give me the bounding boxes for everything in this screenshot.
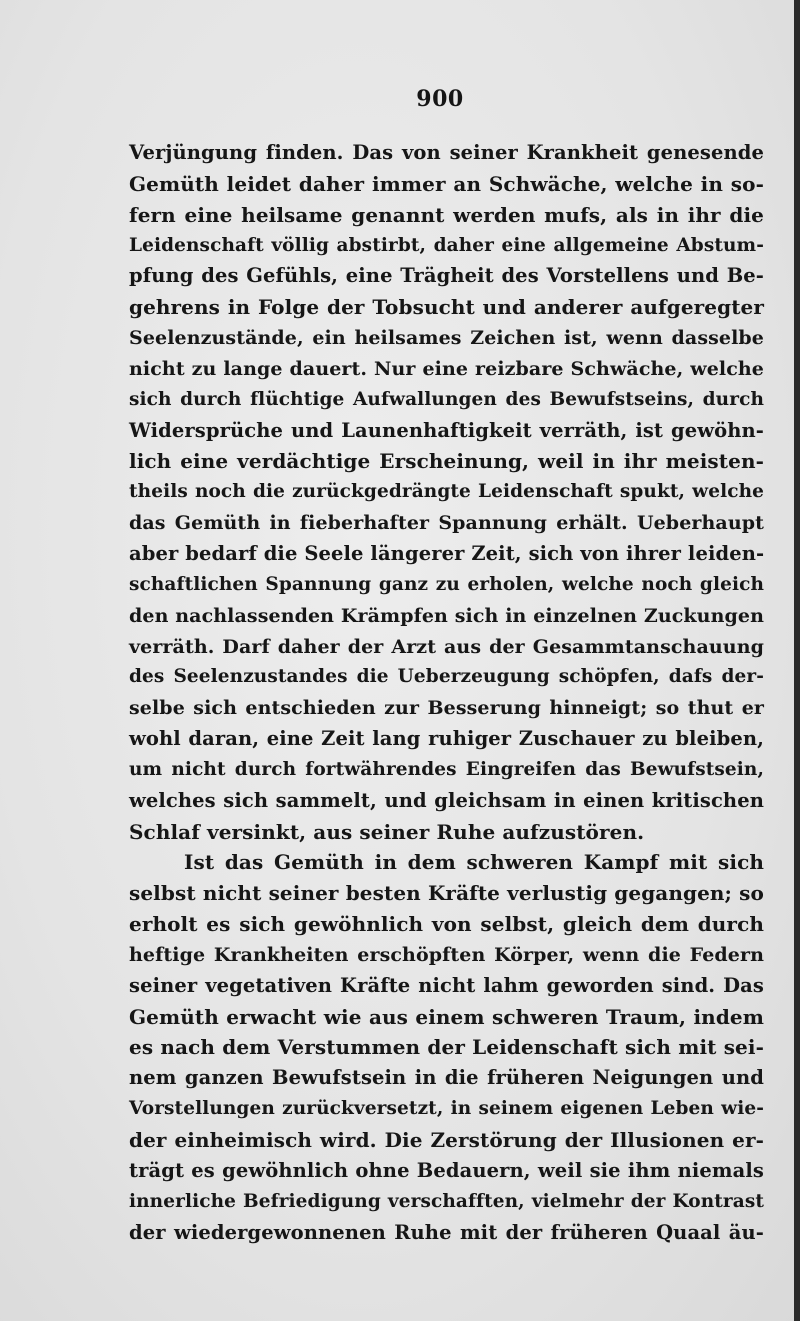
- page-edge-shadow: [794, 0, 800, 1321]
- text-line: erholt es sich gewöhnlich von selbst, gleich dem durch: [129, 912, 764, 937]
- text-line: Verjüngung finden. Das von seiner Krankheit genesende: [129, 141, 764, 164]
- text-line: sich durch flüchtige Aufwallungen des Bewufstseins, durch: [129, 388, 764, 410]
- text-line: selbst nicht seiner besten Kräfte verlustig gegangen; so: [129, 881, 764, 906]
- text-line: es nach dem Verstummen der Leidenschaft sich mit sei-: [129, 1035, 764, 1060]
- page-number: 900: [416, 86, 464, 112]
- text-line: pfung des Gefühls, eine Trägheit des Vorstellens und Be-: [129, 264, 764, 288]
- text-line: Gemüth leidet daher immer an Schwäche, welche in so-: [129, 171, 764, 196]
- text-line: theils noch die zurückgedrängte Leidenschaft spukt, welche: [129, 481, 764, 503]
- text-line: gehrens in Folge der Tobsucht und anderer aufgeregter: [129, 295, 764, 320]
- text-line: Leidenschaft völlig abstirbt, daher eine allgemeine Abstum-: [129, 234, 764, 256]
- text-line: nem ganzen Bewufstsein in die früheren Neigungen und: [129, 1066, 764, 1090]
- text-line: innerliche Befriedigung verschafften, vielmehr der Kontrast: [129, 1190, 764, 1212]
- text-line: selbe sich entschieden zur Besserung hinneigt; so thut er: [129, 697, 764, 720]
- text-line: das Gemüth in fieberhafter Spannung erhält. Ueberhaupt: [129, 512, 764, 535]
- text-line: Vorstellungen zurückversetzt, in seinem eigenen Leben wie-: [129, 1098, 764, 1120]
- text-line: seiner vegetativen Kräfte nicht lahm geworden sind. Das: [129, 973, 764, 997]
- text-line: Seelenzustände, ein heilsames Zeichen ist, wenn dasselbe: [129, 327, 764, 350]
- text-line: des Seelenzustandes die Ueberzeugung schöpfen, dafs der-: [129, 666, 764, 688]
- text-line: Widersprüche und Launenhaftigkeit verräth, ist gewöhn-: [129, 418, 764, 442]
- text-line: verräth. Darf daher der Arzt aus der Gesammtanschauung: [129, 635, 764, 658]
- text-line: den nachlassenden Krämpfen sich in einzelnen Zuckungen: [129, 604, 764, 627]
- text-line: welches sich sammelt, und gleichsam in einen kritischen: [129, 788, 764, 812]
- text-line: aber bedarf die Seele längerer Zeit, sich von ihrer leiden-: [129, 541, 765, 565]
- text-line: der einheimisch wird. Die Zerstörung der Illusionen er-: [129, 1128, 764, 1152]
- text-line: fern eine heilsame genannt werden mufs, als in ihr die: [129, 202, 764, 227]
- text-line: um nicht durch fortwährendes Eingreifen das Bewufstsein,: [129, 758, 764, 780]
- text-line: heftige Krankheiten erschöpften Körper, wenn die Federn: [129, 943, 764, 966]
- paragraph-end-line: Schlaf versinkt, aus seiner Ruhe aufzustören.: [129, 819, 645, 844]
- paragraph-start-line: Ist das Gemüth in dem schweren Kampf mit sich: [184, 850, 764, 875]
- text-line: Gemüth erwacht wie aus einem schweren Traum, indem: [129, 1004, 764, 1029]
- body-text: [129, 138, 764, 1248]
- text-line: lich eine verdächtige Erscheinung, weil in ihr meisten-: [129, 449, 764, 474]
- text-line: schaftlichen Spannung ganz zu erholen, welche noch gleich: [129, 573, 764, 595]
- text-line: wohl daran, eine Zeit lang ruhiger Zuschauer zu bleiben,: [129, 727, 764, 751]
- text-line: nicht zu lange dauert. Nur eine reizbare Schwäche, welche: [129, 357, 764, 380]
- text-line: der wiedergewonnenen Ruhe mit der früheren Quaal äu-: [129, 1220, 764, 1244]
- text-line: trägt es gewöhnlich ohne Bedauern, weil sie ihm niemals: [129, 1158, 764, 1182]
